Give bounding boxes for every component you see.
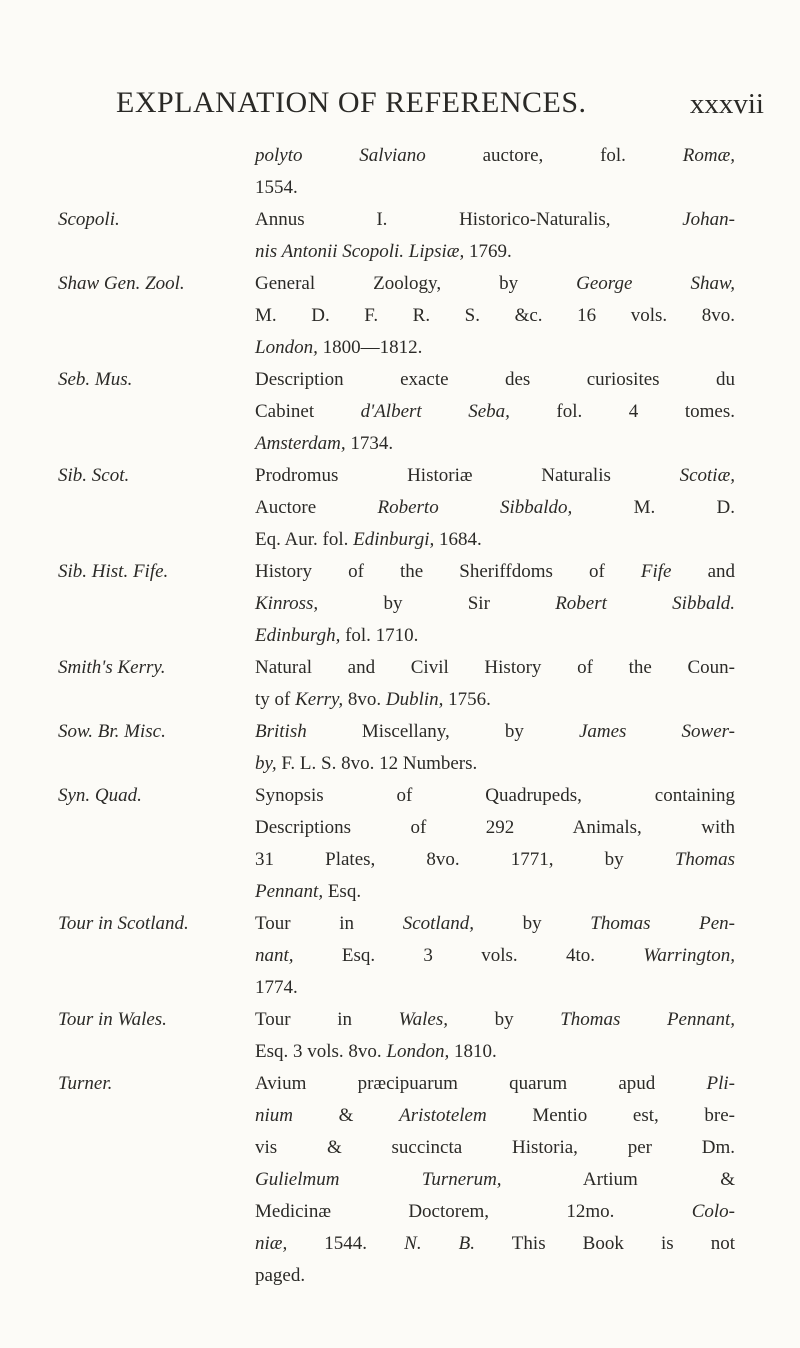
entry-description bbox=[255, 364, 735, 460]
continuation-entry bbox=[0, 140, 800, 204]
italic-text: London, bbox=[386, 1041, 450, 1062]
text: auctore, fol. bbox=[425, 145, 683, 166]
text: fol. 1710. bbox=[340, 625, 419, 646]
text: Cabinet bbox=[255, 401, 361, 422]
description-line bbox=[255, 364, 735, 396]
text: Avium præcipuarum quarum apud bbox=[255, 1073, 707, 1094]
entry-description bbox=[255, 460, 735, 556]
text: Esq. 3 vols. 8vo. bbox=[255, 1041, 387, 1062]
text: & bbox=[293, 1105, 400, 1126]
description-line bbox=[255, 684, 735, 716]
text: Mentio est, bre- bbox=[486, 1105, 735, 1126]
italic-text: N. B. bbox=[404, 1233, 476, 1254]
entry-description bbox=[255, 716, 735, 780]
description-line bbox=[255, 1228, 735, 1260]
text: 1769. bbox=[464, 241, 512, 262]
text: by Sir bbox=[318, 593, 556, 614]
description-line bbox=[255, 204, 735, 236]
italic-text: Edinburgi, bbox=[353, 529, 435, 550]
italic-text: Edinburgh, bbox=[255, 625, 341, 646]
description-line bbox=[255, 236, 735, 268]
italic-text: Thomas Pennant, bbox=[560, 1009, 736, 1030]
italic-text: Pennant, bbox=[255, 881, 324, 902]
text: Prodromus Historiæ Naturalis bbox=[255, 465, 680, 486]
italic-text: Pli- bbox=[706, 1073, 735, 1094]
description-line bbox=[255, 620, 735, 652]
italic-text: Wales, bbox=[398, 1009, 449, 1030]
italic-text: George Shaw, bbox=[576, 273, 735, 294]
reference-entry bbox=[0, 364, 800, 460]
reference-entry bbox=[0, 1004, 800, 1068]
text: M. D. F. R. S. &c. 16 vols. 8vo. bbox=[255, 305, 735, 326]
description-line bbox=[255, 1068, 735, 1100]
italic-text: Amsterdam, bbox=[255, 433, 346, 454]
description-line bbox=[255, 748, 735, 780]
text: Natural and Civil History of the Coun- bbox=[255, 657, 735, 678]
italic-text: Fife bbox=[640, 561, 672, 582]
references-list bbox=[0, 140, 800, 1292]
reference-abbreviation: Shaw Gen. Zool. bbox=[58, 273, 185, 294]
text: 1554. bbox=[255, 177, 298, 198]
reference-entry bbox=[0, 204, 800, 268]
reference-entry bbox=[0, 652, 800, 716]
text: and bbox=[671, 561, 735, 582]
reference-abbreviation: Smith's Kerry. bbox=[58, 657, 166, 678]
text: Synopsis of Quadrupeds, containing bbox=[255, 785, 735, 806]
italic-text: Aristotelem bbox=[399, 1105, 487, 1126]
italic-text: Dublin, bbox=[385, 689, 444, 710]
text: Esq. 3 vols. 4to. bbox=[293, 945, 644, 966]
description-line bbox=[255, 396, 735, 428]
text: Tour in bbox=[255, 1009, 399, 1030]
text: This Book is not bbox=[475, 1233, 736, 1254]
italic-text: Thomas Pen- bbox=[590, 913, 736, 934]
reference-abbreviation: Syn. Quad. bbox=[58, 785, 142, 806]
description-line bbox=[255, 268, 735, 300]
text: Esq. bbox=[323, 881, 362, 902]
reference-abbreviation: Sow. Br. Misc. bbox=[58, 721, 166, 742]
entry-description bbox=[255, 204, 735, 268]
description-line bbox=[255, 460, 735, 492]
italic-text: British bbox=[255, 721, 307, 742]
text: Artium & bbox=[501, 1169, 735, 1190]
italic-text: London, bbox=[255, 337, 318, 358]
reference-abbreviation: Tour in Wales. bbox=[58, 1009, 167, 1030]
description-line bbox=[255, 492, 735, 524]
description-line bbox=[255, 300, 735, 332]
text: History of the Sheriffdoms of bbox=[255, 561, 641, 582]
description-line bbox=[255, 140, 735, 172]
italic-text: nis Antonii Scopoli. Lipsiæ, bbox=[255, 241, 465, 262]
description-line bbox=[255, 716, 735, 748]
description-line bbox=[255, 844, 735, 876]
description-line bbox=[255, 908, 735, 940]
italic-text: Colo- bbox=[691, 1201, 735, 1222]
reference-entry bbox=[0, 268, 800, 364]
description-line bbox=[255, 1164, 735, 1196]
description-line bbox=[255, 780, 735, 812]
reference-entry bbox=[0, 460, 800, 556]
text: paged. bbox=[255, 1265, 306, 1286]
description-line bbox=[255, 1100, 735, 1132]
description-line bbox=[255, 812, 735, 844]
reference-entry bbox=[0, 780, 800, 908]
reference-abbreviation: Seb. Mus. bbox=[58, 369, 133, 390]
text: 31 Plates, 8vo. 1771, by bbox=[255, 849, 675, 870]
italic-text: nium bbox=[255, 1105, 293, 1126]
text: by bbox=[473, 913, 591, 934]
italic-text: Kerry, bbox=[295, 689, 344, 710]
text: by bbox=[448, 1009, 561, 1030]
description-line bbox=[255, 556, 735, 588]
description-line bbox=[255, 972, 735, 1004]
text: 1800—1812. bbox=[317, 337, 423, 358]
text: Medicinæ Doctorem, 12mo. bbox=[255, 1201, 692, 1222]
text: Miscellany, by bbox=[306, 721, 579, 742]
italic-text: Warrington, bbox=[643, 945, 735, 966]
reference-entry bbox=[0, 908, 800, 1004]
italic-text: polyto Salviano bbox=[255, 145, 426, 166]
entry-description bbox=[255, 652, 735, 716]
italic-text: James Sower- bbox=[578, 721, 735, 742]
text: Eq. Aur. fol. bbox=[255, 529, 354, 550]
italic-text: by, bbox=[255, 753, 277, 774]
reference-abbreviation: Turner. bbox=[58, 1073, 113, 1094]
text: 1544. bbox=[287, 1233, 405, 1254]
text: M. D. bbox=[572, 497, 735, 518]
reference-entry bbox=[0, 556, 800, 652]
text: Description exacte des curiosites du bbox=[255, 369, 735, 390]
description-line bbox=[255, 652, 735, 684]
entry-description bbox=[255, 1004, 735, 1068]
entry-description bbox=[255, 1068, 735, 1292]
description-line bbox=[255, 940, 735, 972]
reference-abbreviation: Tour in Scotland. bbox=[58, 913, 189, 934]
reference-entry bbox=[0, 1068, 800, 1292]
italic-text: Kinross, bbox=[255, 593, 319, 614]
text: Auctore bbox=[255, 497, 378, 518]
page-title: EXPLANATION OF REFERENCES. bbox=[116, 86, 587, 119]
italic-text: nant, bbox=[255, 945, 294, 966]
text: General Zoology, by bbox=[255, 273, 577, 294]
description-line bbox=[255, 876, 735, 908]
italic-text: Gulielmum Turnerum, bbox=[255, 1169, 502, 1190]
text: 1756. bbox=[443, 689, 491, 710]
description-line bbox=[255, 428, 735, 460]
text: 1810. bbox=[449, 1041, 497, 1062]
description-line bbox=[255, 1196, 735, 1228]
page-number: xxxvii bbox=[689, 88, 764, 120]
text: fol. 4 tomes. bbox=[509, 401, 735, 422]
text: Descriptions of 292 Animals, with bbox=[255, 817, 735, 838]
description-line bbox=[255, 1260, 735, 1292]
text: Tour in bbox=[255, 913, 403, 934]
italic-text: Thomas bbox=[674, 849, 735, 870]
page-header bbox=[0, 86, 800, 126]
italic-text: niæ, bbox=[255, 1233, 288, 1254]
italic-text: Scotland, bbox=[402, 913, 474, 934]
italic-text: Robert Sibbald. bbox=[555, 593, 735, 614]
italic-text: Romæ, bbox=[682, 145, 735, 166]
italic-text: Roberto Sibbaldo, bbox=[377, 497, 573, 518]
italic-text: d'Albert Seba, bbox=[360, 401, 510, 422]
text: 1734. bbox=[345, 433, 394, 454]
description-line bbox=[255, 1036, 735, 1068]
entry-description bbox=[255, 780, 735, 908]
text: 1774. bbox=[255, 977, 298, 998]
reference-abbreviation: Sib. Scot. bbox=[58, 465, 130, 486]
reference-abbreviation: Scopoli. bbox=[58, 209, 120, 230]
description-line bbox=[255, 588, 735, 620]
entry-description bbox=[255, 908, 735, 1004]
text: ty of bbox=[255, 689, 296, 710]
text: 8vo. bbox=[343, 689, 386, 710]
entry-description bbox=[255, 268, 735, 364]
description-line bbox=[255, 1132, 735, 1164]
text: Annus I. Historico-Naturalis, bbox=[255, 209, 683, 230]
description-line bbox=[255, 332, 735, 364]
entry-description bbox=[255, 140, 735, 204]
description-line bbox=[255, 172, 735, 204]
text: F. L. S. 8vo. 12 Numbers. bbox=[276, 753, 478, 774]
italic-text: Johan- bbox=[682, 209, 735, 230]
reference-entry bbox=[0, 716, 800, 780]
entry-description bbox=[255, 556, 735, 652]
reference-abbreviation: Sib. Hist. Fife. bbox=[58, 561, 169, 582]
text: vis & succincta Historia, per Dm. bbox=[255, 1137, 735, 1158]
description-line bbox=[255, 524, 735, 556]
description-line bbox=[255, 1004, 735, 1036]
italic-text: Scotiæ, bbox=[679, 465, 735, 486]
text: 1684. bbox=[434, 529, 482, 550]
